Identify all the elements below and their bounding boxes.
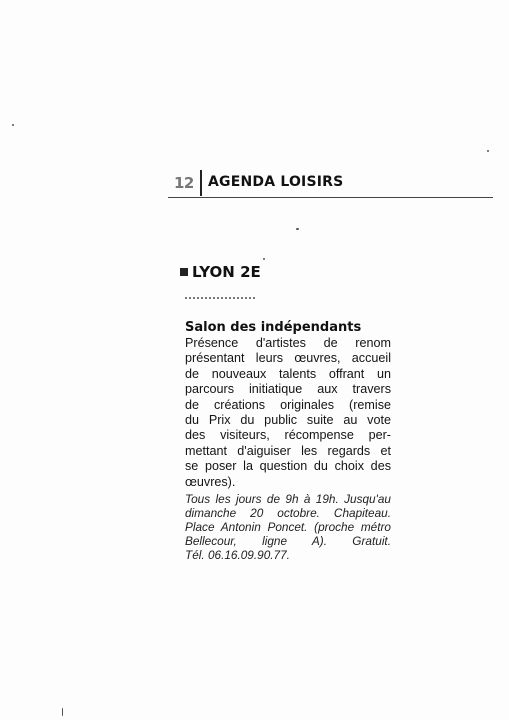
- body-line: de créations originales (remise: [185, 397, 391, 412]
- info-line: Tél. 06.16.09.90.77.: [185, 548, 290, 563]
- info-line: Bellecour, ligne A). Gratuit.: [185, 534, 391, 549]
- practical-info: [185, 492, 391, 562]
- city-name: LYON 2E: [192, 263, 261, 281]
- body-line: des visiteurs, récompense per-: [185, 428, 391, 443]
- cropped-text-fragment: [185, 297, 255, 303]
- scan-speck: [263, 258, 265, 260]
- body-line: Présence d'artistes de renom: [185, 336, 391, 350]
- body-line: de nouveaux talents offrant un: [185, 366, 391, 381]
- info-line: Tous les jours de 9h à 19h. Jusqu'au: [185, 492, 391, 507]
- page-header: [168, 170, 493, 198]
- header-divider: [200, 170, 202, 196]
- scan-speck: [62, 708, 63, 716]
- article-title: Salon des indépendants: [185, 320, 362, 335]
- body-line: présentant leurs œuvres, accueil: [185, 351, 391, 366]
- header-rule: [168, 197, 493, 198]
- square-bullet-icon: [180, 268, 188, 276]
- city-heading: [180, 262, 261, 280]
- scan-speck: [296, 228, 299, 230]
- body-line: mettant d'aiguiser les regards et: [185, 443, 391, 458]
- scan-speck: [12, 124, 14, 126]
- body-line: se poser la question du choix des: [185, 459, 391, 474]
- page-number: 12: [174, 174, 194, 192]
- article-body: [185, 336, 391, 490]
- info-line: Place Antonin Poncet. (proche métro: [185, 520, 391, 535]
- body-line: parcours initiatique aux travers: [185, 382, 391, 397]
- body-line: du Prix du public suite au vote: [185, 413, 391, 428]
- article: [185, 320, 391, 562]
- info-line: dimanche 20 octobre. Chapiteau.: [185, 506, 391, 521]
- scan-speck: [487, 150, 489, 152]
- body-line: œuvres).: [185, 474, 236, 489]
- section-title: AGENDA LOISIRS: [208, 174, 344, 190]
